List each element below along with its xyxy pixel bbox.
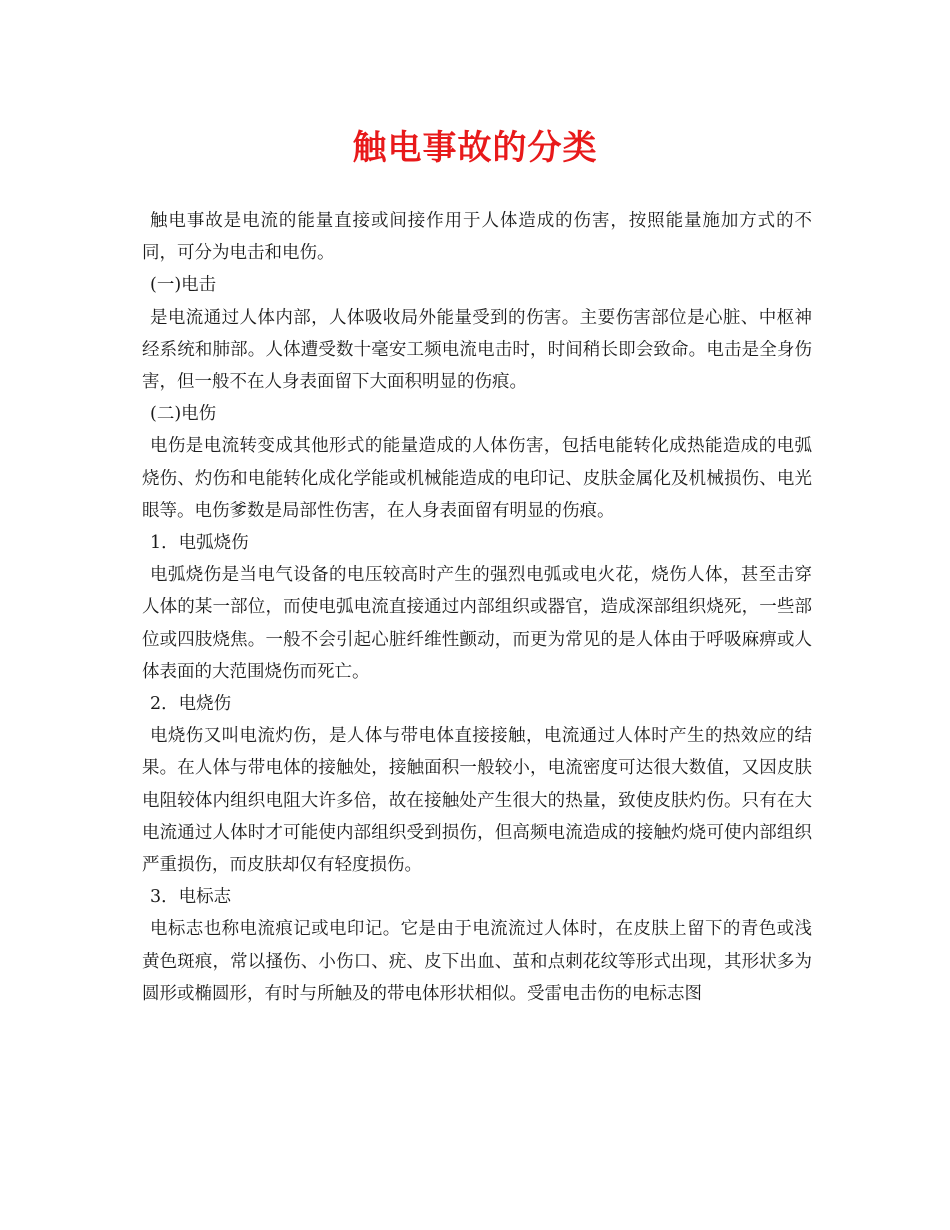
subsection-heading-electric-mark: 3．电标志: [150, 887, 232, 908]
paragraph-arc-burn: 电弧烧伤是当电气设备的电压较高时产生的强烈电弧或电火花，烧伤人体，甚至击穿人体的某一部位，而使电弧电流直接通过内部组织或器官，造成深部组织烧死，一些部位或四肢烧焦。一般不会引起心脏纤维性颤动，而更为常见的是人体由于呼吸麻痹或人体表面的大范围烧伤而死亡。: [142, 565, 812, 682]
paragraph-electric-burn: 电烧伤又叫电流灼伤，是人体与带电体直接接触，电流通过人体时产生的热效应的结果。在人体与带电体的接触处，接触面积一般较小，电流密度可达很大数值，又因皮肤电阻较体内组织电阻大许多倍，故在接触处产生很大的热量，致使皮肤灼伤。只有在大电流通过人体时才可能使内部组织受到损伤，但高频电流造成的接触灼烧可使内部组织严重损伤，而皮肤却仅有轻度损伤。: [142, 726, 812, 876]
document-body: [142, 205, 812, 1010]
subsection-heading-electric-burn: 2．电烧伤: [150, 694, 232, 715]
document-title: 触电事故的分类: [352, 128, 598, 168]
paragraph-electric-shock: 是电流通过人体内部，人体吸收局外能量受到的伤害。主要伤害部位是心脏、中枢神经系统和肺部。人体遭受数十毫安工频电流电击时，时间稍长即会致命。电击是全身伤害，但一般不在人身表面留下大面积明显的伤痕。: [142, 307, 812, 393]
paragraph-electric-mark: 电标志也称电流痕记或电印记。它是由于电流流过人体时，在皮肤上留下的青色或浅黄色斑痕，常以搔伤、小伤口、疣、皮下出血、茧和点刺花纹等形式出现，其形状多为圆形或椭圆形，有时与所触及的带电体形状相似。受雷电击伤的电标志图: [142, 919, 812, 1004]
section-heading-electric-shock: (一)电击: [150, 275, 217, 296]
paragraph-intro: 触电事故是电流的能量直接或间接作用于人体造成的伤害，按照能量施加方式的不同，可分为电击和电伤。: [142, 211, 812, 264]
paragraph-electric-injury: 电伤是电流转变成其他形式的能量造成的人体伤害，包括电能转化成热能造成的电弧烧伤、灼伤和电能转化成化学能或机械能造成的电印记、皮肤金属化及机械损伤、电光眼等。电伤爹数是局部性伤害，在人身表面留有明显的伤痕。: [142, 436, 812, 521]
subsection-heading-arc-burn: 1．电弧烧伤: [150, 533, 249, 554]
section-heading-electric-injury: (二)电伤: [150, 404, 217, 425]
